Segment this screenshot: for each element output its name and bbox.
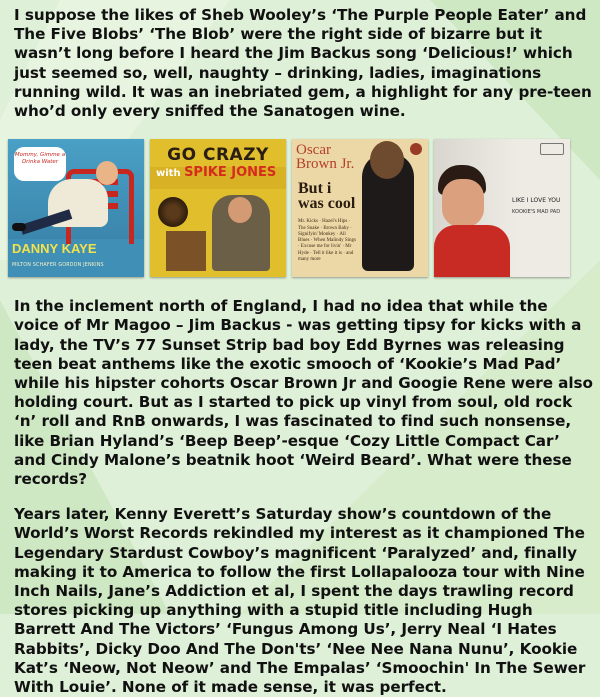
- cover-subtitle: But i was cool: [298, 180, 356, 213]
- label-logo: [540, 143, 564, 155]
- label-logo: [410, 143, 422, 155]
- cover-artist: with SPIKE JONES: [156, 165, 277, 181]
- cover-tracklist: Mr. Kicks · Hazel's Hips · The Snake · Brown Baby · Signifyin' Monkey · All Blues · When Malindy Sings · Excuse me for livin' · Mr Hyde · Tell it like it is · and many more: [298, 219, 356, 262]
- cover-song-title-2: KOOKIE'S MAD PAD: [512, 209, 561, 216]
- album-covers-row: [8, 139, 594, 277]
- cover-speech-bubble: Mommy, Gimme a Drinka Water: [14, 147, 66, 181]
- album-cover-spike-jones: [150, 139, 286, 277]
- album-cover-danny-kaye: [8, 139, 144, 277]
- paragraph-north-england: In the inclement north of England, I had no idea that while the voice of Mr Magoo – Jim Backus - was getting tipsy for kicks with a lady, the TV’s 77 Sunset Strip bad boy Edd Byrnes was releasing teen beat anthems like the exotic smooch of ‘Kookie’s Mad Pad’ while his hipster cohorts Oscar Brown Jr and Googie Rene were also holding court. But as I started to pick up vinyl from soul, old rock ‘n’ roll and RnB onwards, I was fascinated to find such nonsense, like Brian Hyland’s ‘Beep Beep’-esque ‘Cozy Little Compact Car’ and Cindy Malone’s beatnik hoot ‘Weird Beard’. What were these records?: [14, 297, 593, 489]
- album-cover-edd-byrnes: [434, 139, 570, 277]
- cover-title: DANNY KAYE: [12, 241, 97, 257]
- cover-title: Oscar Brown Jr.: [296, 142, 355, 173]
- cover-title: GO CRAZY: [167, 145, 269, 166]
- paragraph-years-later: Years later, Kenny Everett’s Saturday show’s countdown of the World’s Worst Records rekindled my interest as it championed The Legendary Stardust Cowboy’s magnificent ‘Paralyzed’ and, finally making it to America to follow the first Lollapalooza tour with Nine Inch Nails, Jane’s Addiction et al, I spent the days trawling record stores picking up anything with a stupid title including Hugh Barrett And The Victors’ ‘Fungus Among Us’, Jerry Neal ‘I Hates Rabbits’, Dicky Doo And The Don'ts’ ‘Nee Nee Nana Nunu’, Kookie Kat’s ‘Neow, Not Neow’ and The Empalas’ ‘Smoochin' In The Sewer With Louie’. None of it made sense, it was perfect.: [14, 505, 586, 697]
- album-cover-oscar-brown: [292, 139, 428, 277]
- cover-credits: MILTON SCHAFER GORDON JENKINS: [12, 263, 104, 269]
- cover-song-title: LIKE I LOVE YOU: [512, 197, 561, 205]
- paragraph-intro: I suppose the likes of Sheb Wooley’s ‘The Purple People Eater’ and The Five Blobs’ ‘The Blob’ were the right side of bizarre but it wasn’t long before I heard the Jim Backus song ‘Delicious!’ which just seemed so, well, naughty – drinking, ladies, imaginations running wild. It was an inebriated gem, a highlight for any pre-teen who’d only every sniffed the Sanatogen wine.: [14, 6, 592, 121]
